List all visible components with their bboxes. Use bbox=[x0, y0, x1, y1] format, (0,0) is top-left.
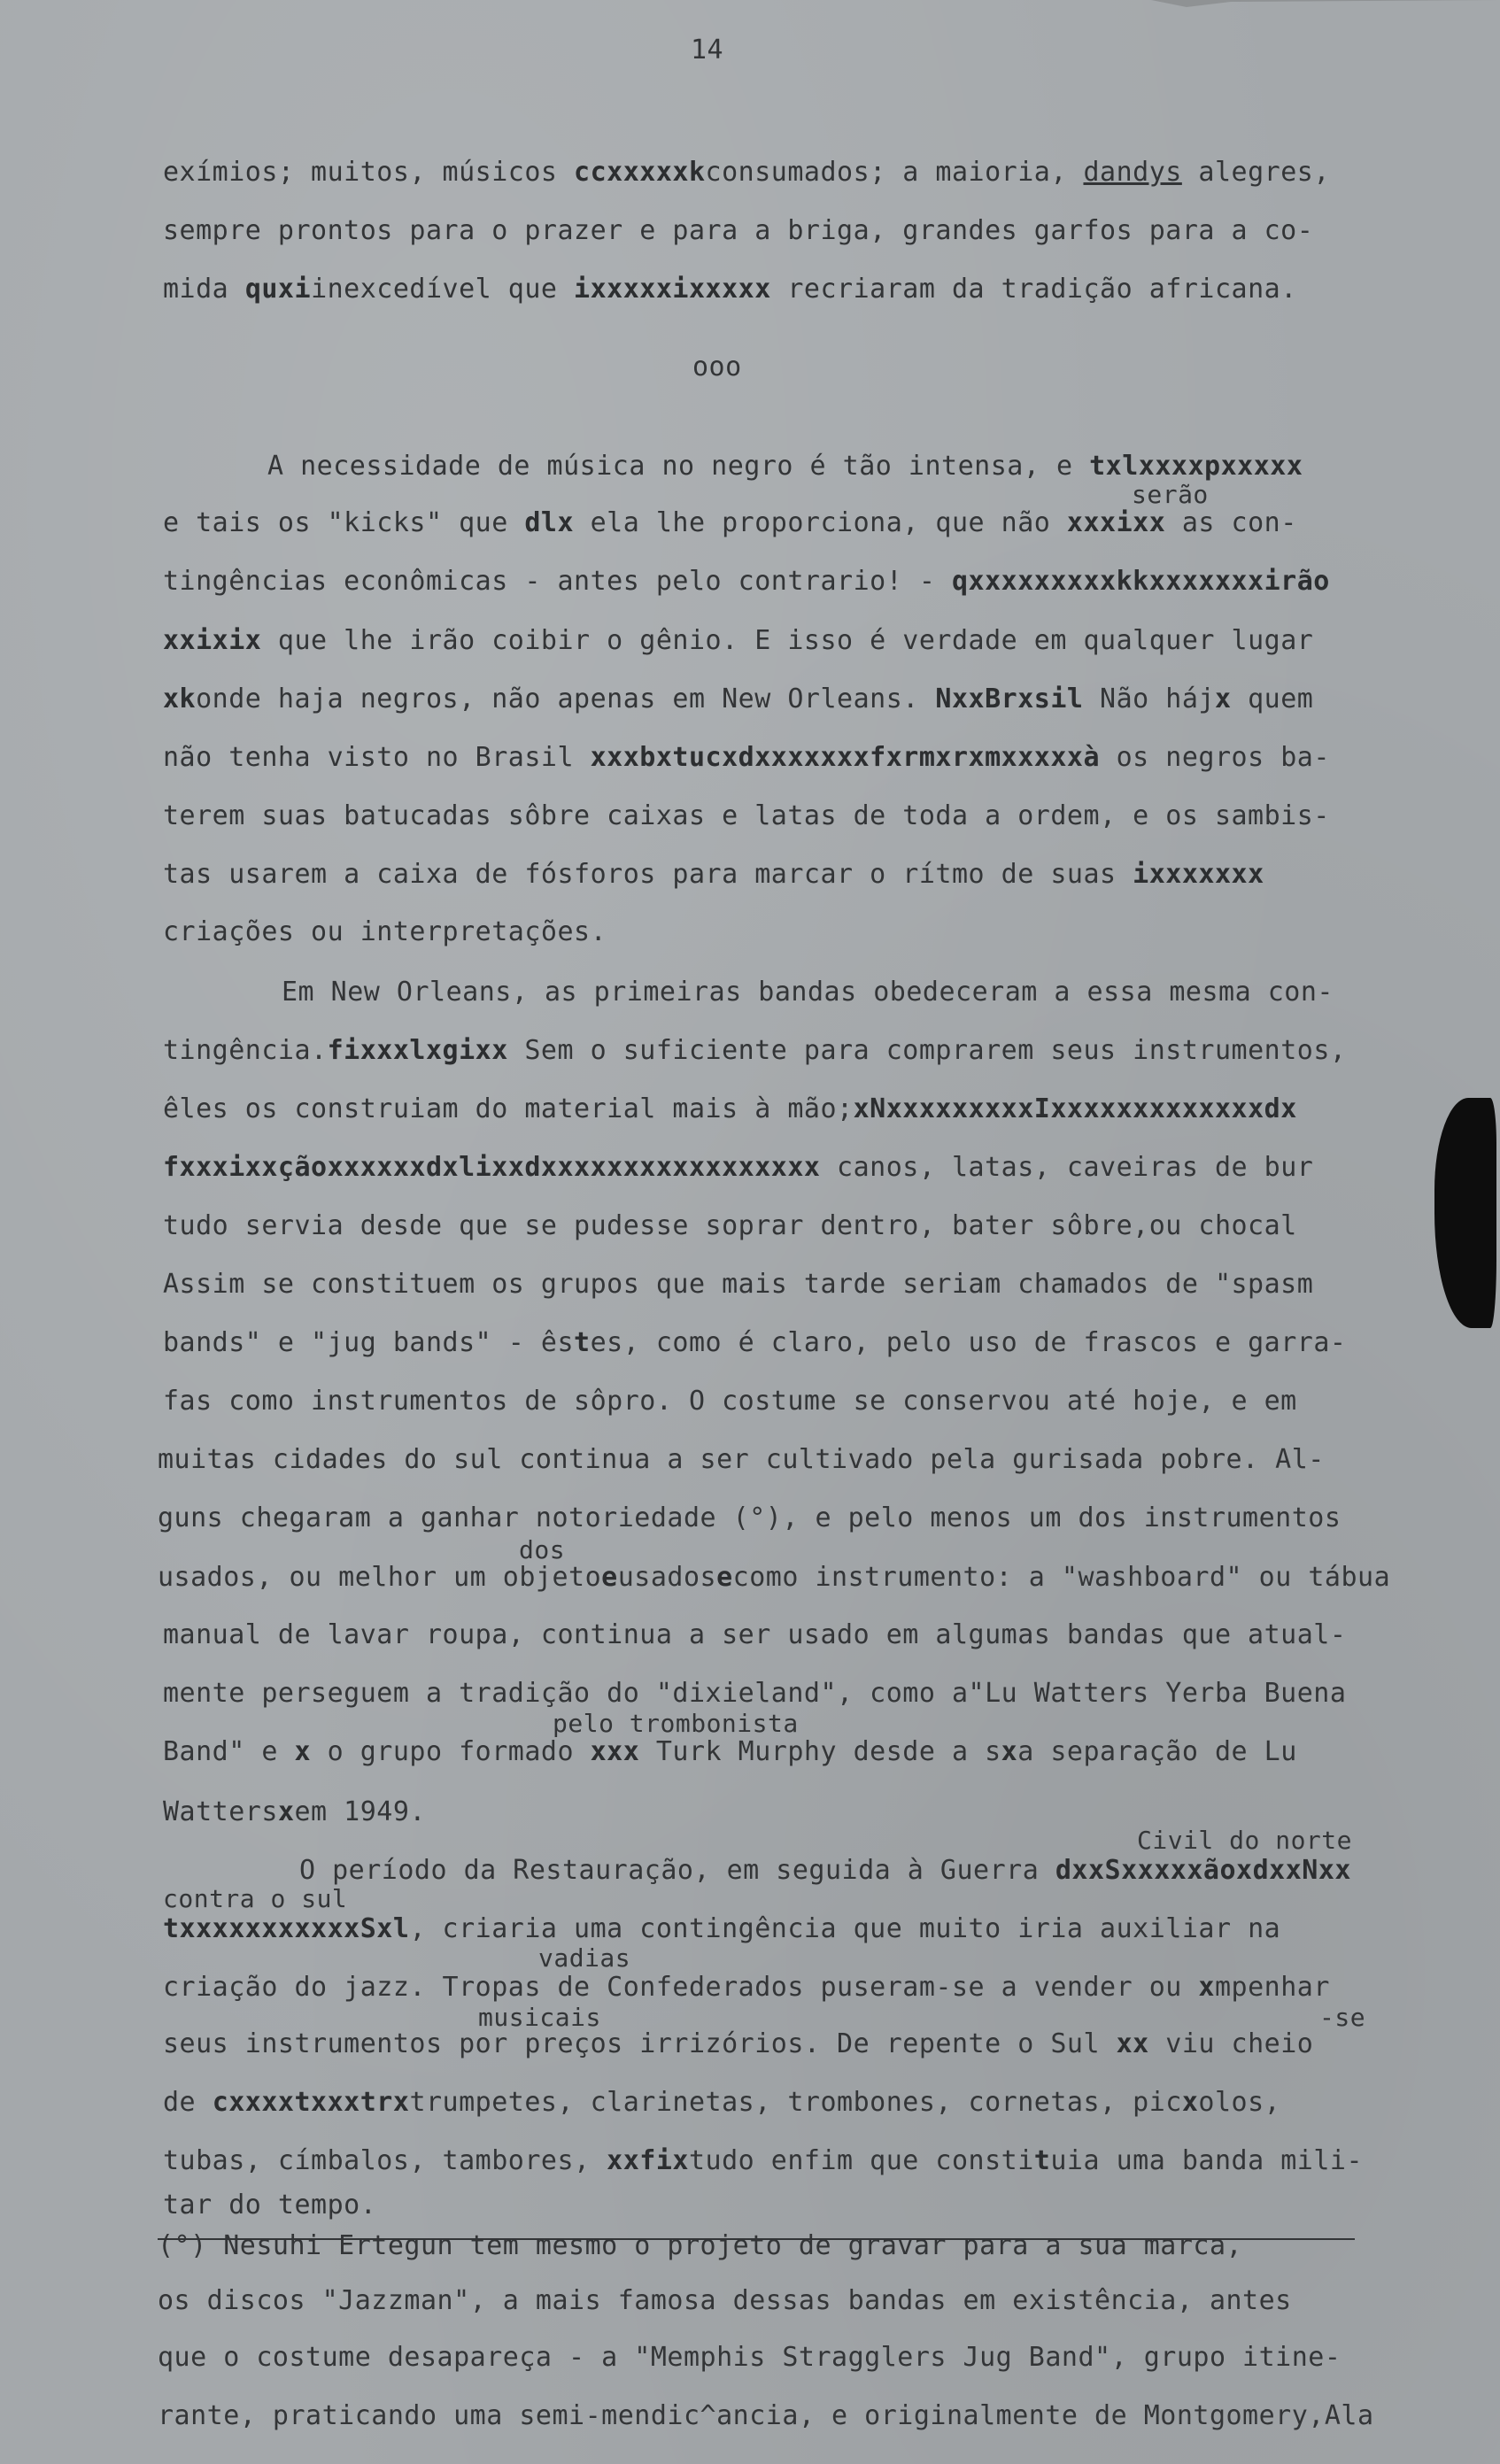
line-text: O período da Restauração, em seguida à Guerra bbox=[299, 1855, 1055, 1886]
line-text: Em New Orleans, as primeiras bandas obedeceram a essa mesma con- bbox=[282, 977, 1334, 1008]
line-text: terem suas batucadas sôbre caixas e latas de toda a ordem, e os sambis- bbox=[163, 800, 1330, 831]
body-line-9 bbox=[163, 743, 1330, 773]
body-line-13 bbox=[282, 977, 1334, 1008]
body-line-25 bbox=[163, 1679, 1346, 1709]
struck-out-text: xk bbox=[163, 684, 197, 714]
line-text: olos, bbox=[1198, 2087, 1281, 2118]
line-text: bands" e "jug bands" - ês bbox=[163, 1327, 575, 1358]
line-text: viu cheio bbox=[1148, 2028, 1314, 2059]
struck-out-text: x bbox=[294, 1736, 312, 1767]
line-text: criações ou interpretações. bbox=[163, 916, 607, 947]
body-line-4 bbox=[267, 452, 1303, 482]
line-text: musicais bbox=[478, 2003, 601, 2032]
line-text: mente perseguem a tradição do "dixieland", como a"Lu Watters Yerba Buena bbox=[163, 1678, 1347, 1709]
line-text: (°) Nesuhi Ertegun tem mesmo o projeto de gravar para a sua marca, bbox=[158, 2230, 1243, 2261]
line-text: dos bbox=[519, 1535, 566, 1564]
body-line-10 bbox=[163, 801, 1330, 831]
line-text: as con- bbox=[1165, 507, 1297, 538]
line-text: trumpetes, clarinetas, trombones, cornetas, pic bbox=[409, 2087, 1182, 2118]
line-text: rante, praticando uma semi-mendic^ancia, e originalmente de Montgomery,Ala bbox=[158, 2400, 1374, 2431]
interline-note-5 bbox=[163, 1884, 347, 1914]
line-text: os discos "Jazzman", a mais famosa dessas bandas em existência, antes bbox=[158, 2285, 1292, 2316]
line-text: e tais os "kicks" que bbox=[163, 507, 525, 538]
struck-out-text: ccxxxxxk bbox=[574, 157, 706, 188]
body-line-2 bbox=[163, 216, 1313, 246]
body-line-28 bbox=[299, 1856, 1351, 1886]
body-line-32 bbox=[163, 2088, 1280, 2118]
struck-out-text: fixxxlxgixx bbox=[327, 1035, 508, 1066]
struck-out-text: e bbox=[601, 1562, 618, 1593]
line-text: não tenha visto no Brasil bbox=[163, 742, 591, 773]
body-line-27 bbox=[163, 1797, 426, 1827]
struck-out-text: txxxxxxxxxxxSxl bbox=[163, 1913, 410, 1944]
interline-note-8 bbox=[1319, 2003, 1365, 2033]
body-line-20 bbox=[163, 1386, 1297, 1417]
struck-out-text: NxxBrxsil bbox=[935, 684, 1084, 714]
line-text: o grupo formado bbox=[311, 1736, 591, 1767]
body-line-5 bbox=[163, 508, 1297, 538]
footnote-line-1 bbox=[158, 2231, 1242, 2261]
struck-out-text: x bbox=[1001, 1736, 1018, 1767]
line-text: usados, ou melhor um objeto bbox=[158, 1562, 602, 1593]
interline-note-3 bbox=[553, 1709, 799, 1739]
body-line-19 bbox=[163, 1328, 1346, 1358]
line-text: alegres, bbox=[1181, 157, 1330, 188]
line-text: Sem o suficiente para comprarem seus instrumentos, bbox=[507, 1035, 1347, 1066]
line-text: recriaram da tradição africana. bbox=[770, 274, 1297, 305]
line-text: ela lhe proporciona, que não bbox=[574, 507, 1067, 538]
footnote-line-2 bbox=[158, 2286, 1292, 2316]
body-line-1 bbox=[163, 158, 1330, 188]
line-text: onde haja negros, não apenas em New Orleans. bbox=[196, 684, 936, 714]
line-text: de bbox=[163, 2087, 213, 2118]
struck-out-text: qxxxxxxxxxkkxxxxxxxirão bbox=[951, 566, 1330, 597]
struck-out-text: ixxxxxxx bbox=[1133, 859, 1264, 890]
line-text: mida bbox=[163, 274, 245, 305]
line-text: Não háj bbox=[1083, 684, 1215, 714]
struck-out-text: e bbox=[716, 1562, 733, 1593]
line-text: seus instrumentos por preços irrizórios. De repente o Sul bbox=[163, 2028, 1117, 2059]
struck-out-text: xxxixx bbox=[1066, 507, 1166, 538]
line-text: -se bbox=[1319, 2003, 1366, 2032]
interline-note-2 bbox=[519, 1535, 565, 1565]
body-line-16 bbox=[163, 1153, 1313, 1183]
body-line-24 bbox=[163, 1620, 1346, 1650]
line-text: manual de lavar roupa, continua a ser usado em algumas bandas que atual- bbox=[163, 1619, 1347, 1650]
struck-out-text: x bbox=[1198, 1972, 1215, 2003]
struck-out-text: xNxxxxxxxxxIxxxxxxxxxxxxxdx bbox=[853, 1093, 1297, 1124]
line-text: exímios; muitos, músicos bbox=[163, 157, 575, 188]
body-line-3 bbox=[163, 274, 1297, 305]
body-line-21 bbox=[158, 1445, 1325, 1475]
body-line-22 bbox=[158, 1503, 1341, 1533]
struck-out-text: xxxbxtucxdxxxxxxxfxrmxrxmxxxxxà bbox=[590, 742, 1101, 773]
struck-out-text: dlx bbox=[524, 507, 575, 538]
line-text: consumados; a maioria, bbox=[705, 157, 1084, 188]
line-text: es, como é claro, pelo uso de frascos e garra- bbox=[590, 1327, 1347, 1358]
body-line-23 bbox=[158, 1563, 1390, 1593]
struck-out-text: fxxxixxçãoxxxxxxdxlixxdxxxxxxxxxxxxxxxxx bbox=[163, 1152, 821, 1183]
line-text: usados bbox=[617, 1562, 717, 1593]
interline-note-7 bbox=[478, 2003, 601, 2033]
line-text: tar do tempo. bbox=[163, 2190, 377, 2221]
line-text: em 1949. bbox=[294, 1796, 426, 1827]
body-line-7 bbox=[163, 626, 1313, 656]
interline-note-4 bbox=[1137, 1826, 1352, 1856]
body-line-15 bbox=[163, 1094, 1297, 1124]
interline-note-1 bbox=[1132, 480, 1209, 510]
body-line-8 bbox=[163, 684, 1313, 714]
line-text: , criaria uma contingência que muito iria auxiliar na bbox=[409, 1913, 1281, 1944]
body-line-29 bbox=[163, 1914, 1280, 1944]
line-text: vadias bbox=[538, 1943, 631, 1973]
line-text: sempre prontos para o prazer e para a briga, grandes garfos para a co- bbox=[163, 215, 1314, 246]
line-text: tudo servia desde que se pudesse soprar dentro, bater sôbre,ou chocal bbox=[163, 1210, 1297, 1241]
struck-out-text: t bbox=[574, 1327, 591, 1358]
struck-out-text: x bbox=[1181, 2087, 1199, 2118]
struck-out-text: x bbox=[1214, 684, 1232, 714]
line-text: tudo enfim que consti bbox=[688, 2145, 1034, 2176]
struck-out-text: t bbox=[1033, 2145, 1051, 2176]
struck-out-text: cxxxxtxxxtrx bbox=[212, 2087, 410, 2118]
body-line-6 bbox=[163, 567, 1330, 597]
struck-out-text: x bbox=[277, 1796, 295, 1827]
body-line-34 bbox=[163, 2190, 376, 2221]
line-text: tingências econômicas - antes pelo contrario! - bbox=[163, 566, 952, 597]
line-text: criação do jazz. Tropas de Confederados puseram-se a vender ou bbox=[163, 1972, 1199, 2003]
line-text: Watters bbox=[163, 1796, 278, 1827]
line-text: serão bbox=[1132, 480, 1209, 509]
line-text: que lhe irão coibir o gênio. E isso é verdade em qualquer lugar bbox=[261, 625, 1314, 656]
struck-out-text: xxfix bbox=[607, 2145, 689, 2176]
line-text: muitas cidades do sul continua a ser cultivado pela gurisada pobre. Al- bbox=[158, 1444, 1325, 1475]
body-line-14 bbox=[163, 1036, 1346, 1066]
line-text: como instrumento: a "washboard" ou tábua bbox=[732, 1562, 1391, 1593]
line-text: tingência. bbox=[163, 1035, 328, 1066]
line-text: que o costume desapareça - a "Memphis Stragglers Jug Band", grupo itine- bbox=[158, 2342, 1341, 2373]
body-line-33 bbox=[163, 2146, 1363, 2176]
body-line-11 bbox=[163, 860, 1264, 890]
line-text: a separação de Lu bbox=[1017, 1736, 1297, 1767]
struck-out-text: quxi bbox=[244, 274, 312, 305]
struck-out-text: xxixix bbox=[163, 625, 262, 656]
underlined-word: dandys bbox=[1083, 157, 1182, 188]
body-line-31 bbox=[163, 2029, 1313, 2059]
line-text: tas usarem a caixa de fósforos para marcar o rítmo de suas bbox=[163, 859, 1133, 890]
struck-out-text: txlxxxxpxxxxx bbox=[1089, 451, 1303, 482]
line-text: canos, latas, caveiras de bur bbox=[820, 1152, 1314, 1183]
line-text: uia uma banda mili- bbox=[1050, 2145, 1364, 2176]
body-line-12 bbox=[163, 917, 607, 947]
line-text: Band" e bbox=[163, 1736, 295, 1767]
body-line-26 bbox=[163, 1737, 1297, 1767]
body-line-30 bbox=[163, 1973, 1330, 2003]
line-text: mpenhar bbox=[1214, 1972, 1330, 2003]
line-text: êles os construiam do material mais à mão; bbox=[163, 1093, 854, 1124]
line-text: quem bbox=[1231, 684, 1314, 714]
section-ornament: ooo bbox=[692, 351, 742, 382]
body-line-18 bbox=[163, 1270, 1313, 1300]
line-text: Turk Murphy desde a s bbox=[639, 1736, 1001, 1767]
line-text: tubas, címbalos, tambores, bbox=[163, 2145, 607, 2176]
struck-out-text: ixxxxxixxxxx bbox=[574, 274, 771, 305]
page-number: 14 bbox=[691, 35, 724, 66]
struck-out-text: xxx bbox=[590, 1736, 640, 1767]
line-text: pelo trombonista bbox=[553, 1709, 799, 1738]
line-text: contra o sul bbox=[163, 1884, 348, 1913]
line-text: Assim se constituem os grupos que mais tarde seriam chamados de "spasm bbox=[163, 1269, 1314, 1300]
line-text: os negros ba- bbox=[1100, 742, 1330, 773]
line-text: Civil do norte bbox=[1137, 1826, 1353, 1855]
body-line-17 bbox=[163, 1211, 1297, 1241]
line-text: guns chegaram a ganhar notoriedade (°), e pelo menos um dos instrumentos bbox=[158, 1502, 1341, 1533]
line-text: fas como instrumentos de sôpro. O costume se conservou até hoje, e em bbox=[163, 1386, 1297, 1417]
line-text: A necessidade de música no negro é tão intensa, e bbox=[267, 451, 1090, 482]
interline-note-6 bbox=[538, 1943, 630, 1974]
footnote-line-3 bbox=[158, 2343, 1341, 2373]
line-text: inexcedível que bbox=[311, 274, 575, 305]
struck-out-text: dxxSxxxxxãoxdxxNxx bbox=[1055, 1855, 1351, 1886]
struck-out-text: xx bbox=[1116, 2028, 1149, 2059]
footnote-line-4 bbox=[158, 2401, 1374, 2431]
